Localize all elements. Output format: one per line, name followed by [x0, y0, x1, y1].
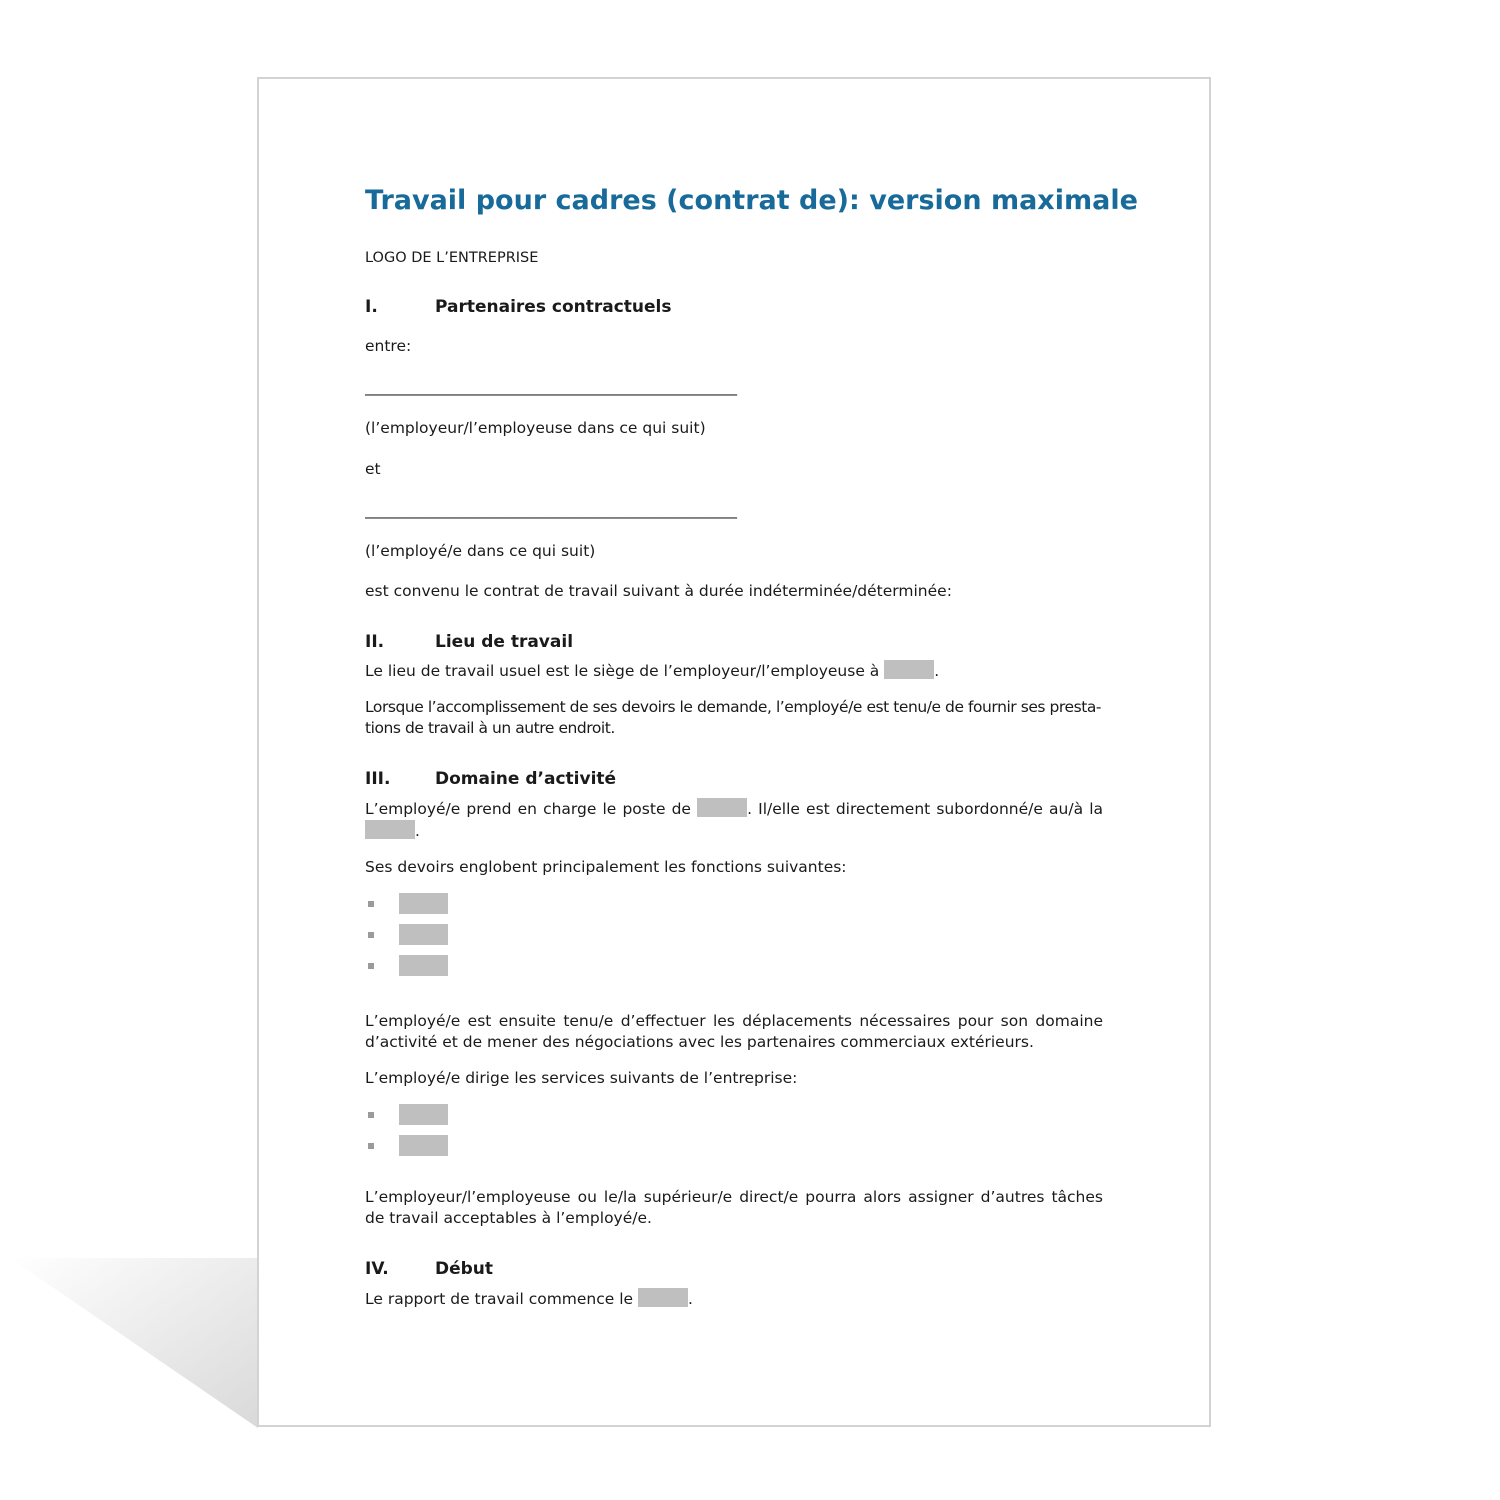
document-page: [257, 77, 1211, 1427]
debut-text-before: Le rapport de travail commence le: [365, 1290, 639, 1308]
bullet-icon: [368, 1112, 374, 1118]
blank-field: [365, 820, 415, 839]
lieu-text: [365, 660, 1103, 682]
poste-text-before: L’employé/e prend en charge le poste de: [365, 800, 698, 818]
services-text: L’employé/e dirige les services suivants de l’entreprise:: [365, 1069, 798, 1087]
bullet-icon: [368, 932, 374, 938]
deplacements-text: L’employé/e est ensuite tenu/e d’effectuer les déplacements nécessaires pour son domaine d’activité et de mener des négociations avec les partenaires commerciaux extérieurs.: [365, 1012, 1103, 1051]
poste-text: [365, 798, 1103, 842]
debut-text: [365, 1288, 1103, 1310]
employeur-note: (l’employeur/l’employeuse dans ce qui suit): [365, 419, 706, 437]
document-content: [365, 183, 1138, 1310]
convenu-text: est convenu le contrat de travail suivant à durée indéterminée/déterminée:: [365, 582, 952, 600]
list-item: [365, 950, 1103, 981]
section-heading-4: [365, 1257, 1103, 1281]
section-number: II.: [365, 632, 385, 652]
section-heading-1: [365, 295, 1103, 319]
bullet-icon: [368, 1143, 374, 1149]
blank-field: [399, 1104, 448, 1125]
taches-text: L’employeur/l’employeuse ou le/la supérieur/e direct/e pourra alors assigner d’autres tâches de travail acceptables à l’employé/e.: [365, 1188, 1103, 1227]
signature-line: ________________________________________________: [365, 378, 737, 396]
logo-placeholder: LOGO DE L’ENTREPRISE: [365, 250, 539, 266]
devoirs-text: Ses devoirs englobent principalement les fonctions suivantes:: [365, 858, 847, 876]
employe-note: (l’employé/e dans ce qui suit): [365, 542, 596, 560]
blank-field: [697, 798, 747, 817]
section-title: Début: [435, 1259, 494, 1279]
bullet-icon: [368, 901, 374, 907]
section-heading-2: [365, 630, 1103, 654]
list-item: [365, 919, 1103, 950]
bullet-icon: [368, 963, 374, 969]
document-title: Travail pour cadres (contrat de): version maximale: [365, 185, 1138, 216]
blank-field: [399, 893, 448, 914]
lieu-text-after: .: [934, 662, 940, 680]
list-item: [365, 1099, 1103, 1130]
autre-endroit-text: Lorsque l’accomplissement de ses devoirs le demande, l’employé/e est tenu/e de fournir ses presta-tions de travail à un autre endroit.: [365, 698, 1102, 737]
blank-field: [884, 660, 934, 679]
lieu-text-before: Le lieu de travail usuel est le siège de l’employeur/l’employeuse à: [365, 662, 885, 680]
section-heading-3: [365, 767, 1103, 791]
services-list: [365, 1099, 1103, 1161]
blank-field: [399, 1135, 448, 1156]
signature-line: ________________________________________________: [365, 501, 737, 519]
list-item: [365, 888, 1103, 919]
fonctions-list: [365, 888, 1103, 981]
section-number: IV.: [365, 1259, 389, 1279]
entre-text: entre:: [365, 337, 412, 355]
et-text: et: [365, 460, 381, 478]
section-number: I.: [365, 297, 378, 317]
section-title: Domaine d’activité: [435, 769, 617, 789]
debut-text-after: .: [688, 1290, 693, 1308]
section-title: Lieu de travail: [435, 632, 574, 652]
section-number: III.: [365, 769, 391, 789]
blank-field: [638, 1288, 688, 1307]
poste-text-middle: . Il/elle est directement subordonné/e au/à la: [747, 800, 1104, 818]
blank-field: [399, 924, 448, 945]
section-title: Partenaires contractuels: [435, 297, 672, 317]
list-item: [365, 1130, 1103, 1161]
blank-field: [399, 955, 448, 976]
poste-text-after: .: [415, 822, 420, 840]
